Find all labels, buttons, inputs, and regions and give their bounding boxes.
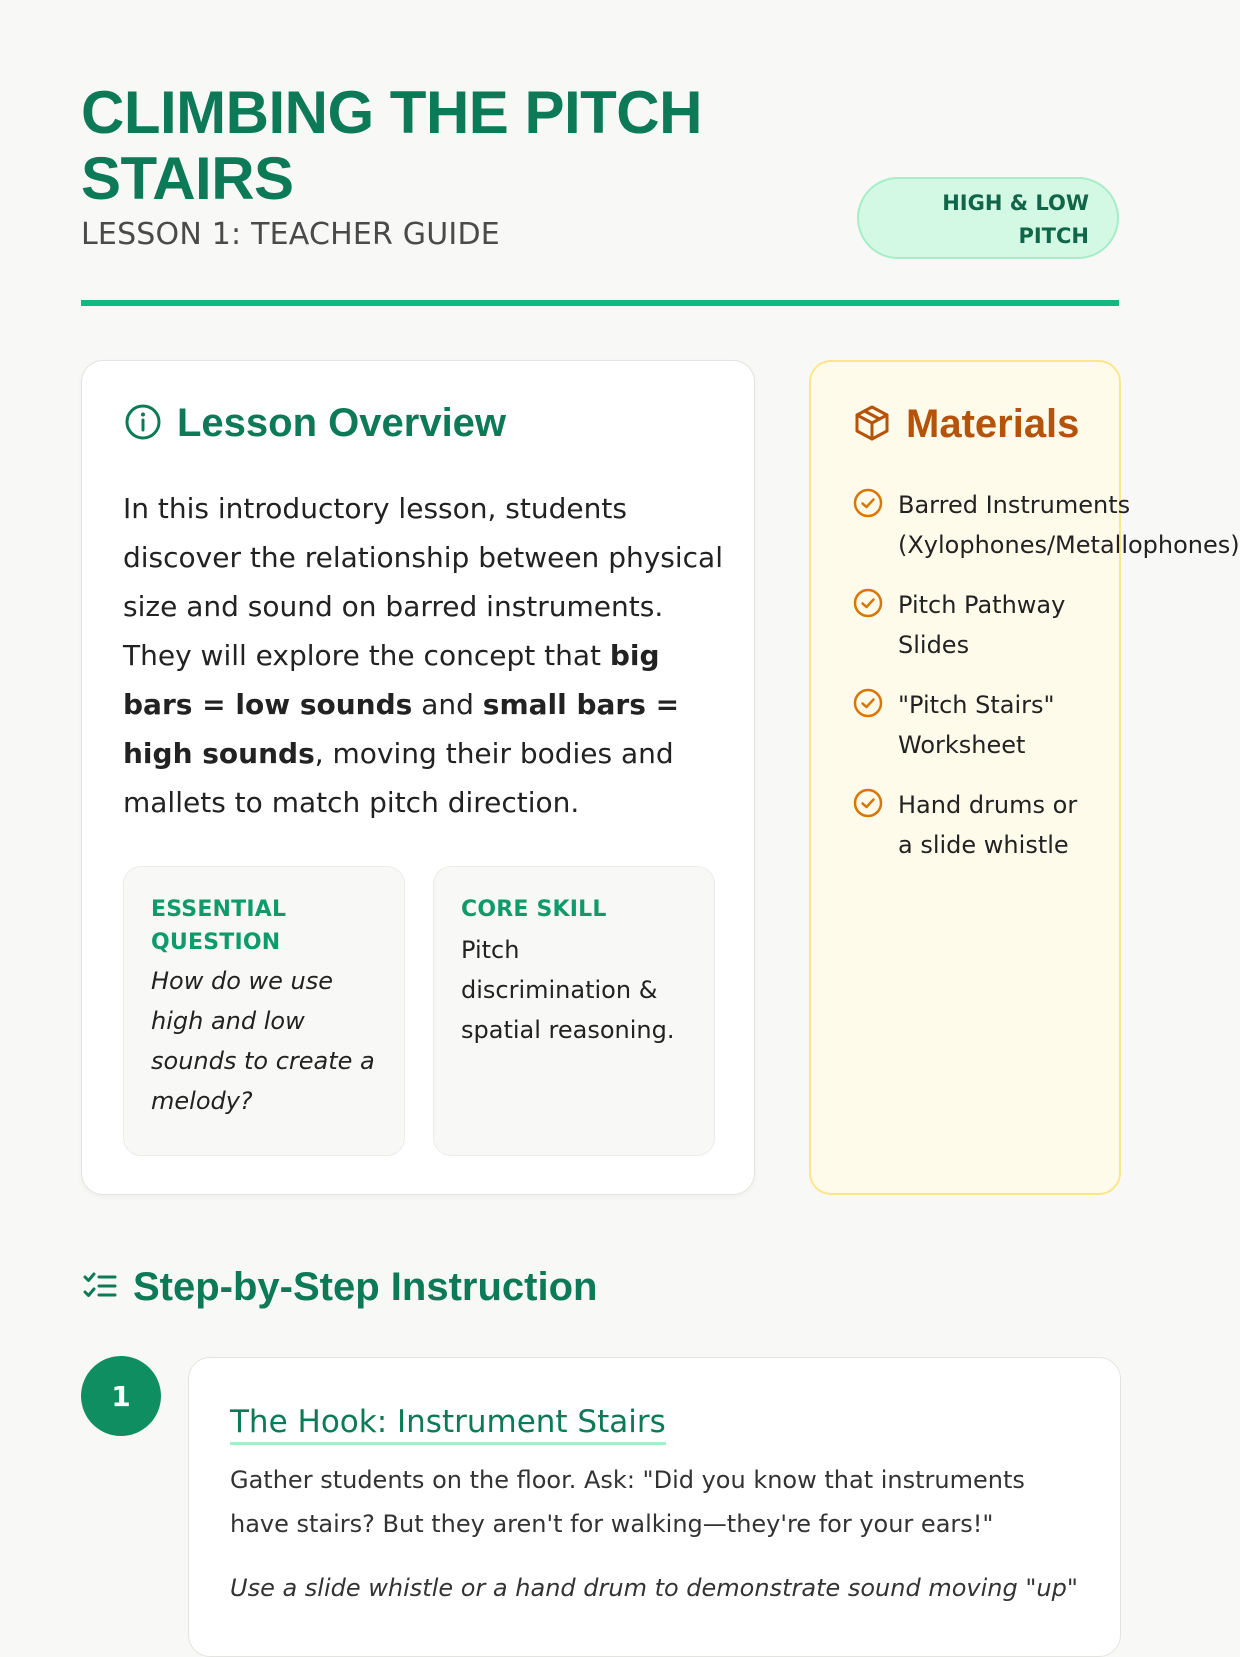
essential-question-text: How do we use high and low sounds to create a melody? — [151, 967, 375, 1115]
overview-highlight-small-bars: small bars = high sounds — [123, 688, 680, 770]
materials-card — [809, 360, 1240, 1195]
materials-item — [852, 485, 1240, 565]
step-body: Gather students on the floor. Ask: "Did you know that instruments have stairs? But they aren't for walking—they're for your ears!" — [230, 1466, 1025, 1538]
core-skill-label: CORE SKILL — [461, 897, 607, 922]
materials-item-line: "Pitch Stairs" — [898, 691, 1055, 719]
step-note: Use a slide whistle or a hand drum to demonstrate sound moving "up" — [230, 1574, 1078, 1602]
header — [81, 0, 1119, 308]
materials-item-line: a slide whistle — [898, 831, 1069, 859]
materials-item-text — [898, 785, 1077, 865]
materials-item-text — [898, 485, 1240, 565]
materials-item-line: Barred Instruments — [898, 491, 1131, 519]
materials-item — [852, 585, 1092, 665]
essential-question-label: ESSENTIAL QUESTION — [151, 897, 287, 955]
check-circle-icon — [852, 787, 884, 865]
materials-item-text — [898, 685, 1055, 765]
steps-heading: Step-by-Step Instruction — [133, 1265, 598, 1309]
materials-item-line: Worksheet — [898, 731, 1026, 759]
step-number-badge: 1 — [81, 1356, 161, 1436]
page-title: CLIMBING THE PITCH STAIRS — [81, 79, 702, 212]
header-divider — [81, 300, 1119, 306]
info-icon — [123, 402, 163, 446]
lesson-overview-card — [81, 360, 755, 1195]
lesson-overview-heading: Lesson Overview — [177, 401, 507, 445]
lesson-overview-text — [123, 484, 723, 827]
lesson-overview-header — [123, 401, 506, 446]
materials-item-line: (Xylophones/Metallophones) — [898, 531, 1240, 559]
materials-item-line: Pitch Pathway — [898, 591, 1066, 619]
check-circle-icon — [852, 487, 884, 565]
core-skill-text: Pitch discrimination & spatial reasoning. — [461, 936, 675, 1044]
steps-section-header — [81, 1265, 597, 1310]
step-title: The Hook: Instrument Stairs — [230, 1402, 666, 1445]
core-skill-box — [433, 866, 715, 1156]
materials-item-line: Hand drums or — [898, 791, 1078, 819]
materials-item-text — [898, 585, 1065, 665]
materials-list — [852, 485, 1240, 885]
materials-item — [852, 685, 1092, 765]
essential-question-box — [123, 866, 405, 1156]
overview-highlight-big-bars: big bars = low sounds — [123, 639, 660, 721]
materials-item-line: Slides — [898, 631, 970, 659]
overview-text-part: and — [412, 688, 483, 721]
box-icon — [852, 403, 892, 447]
check-circle-icon — [852, 687, 884, 765]
checklist-icon — [81, 1267, 119, 1309]
overview-text-part: , moving their bodies and mallets to match pitch direction. — [123, 737, 674, 819]
step-card — [188, 1357, 1121, 1657]
materials-heading: Materials — [906, 402, 1080, 446]
check-circle-icon — [852, 587, 884, 665]
materials-item — [852, 785, 1092, 865]
materials-header — [852, 402, 1079, 447]
topic-badge: HIGH & LOW PITCH — [857, 177, 1119, 259]
overview-text-part: In this introductory lesson, students discover the relationship between physical size and sound on barred instruments. They will explore the concept that — [123, 492, 723, 672]
page-subtitle: LESSON 1: TEACHER GUIDE — [81, 217, 500, 252]
